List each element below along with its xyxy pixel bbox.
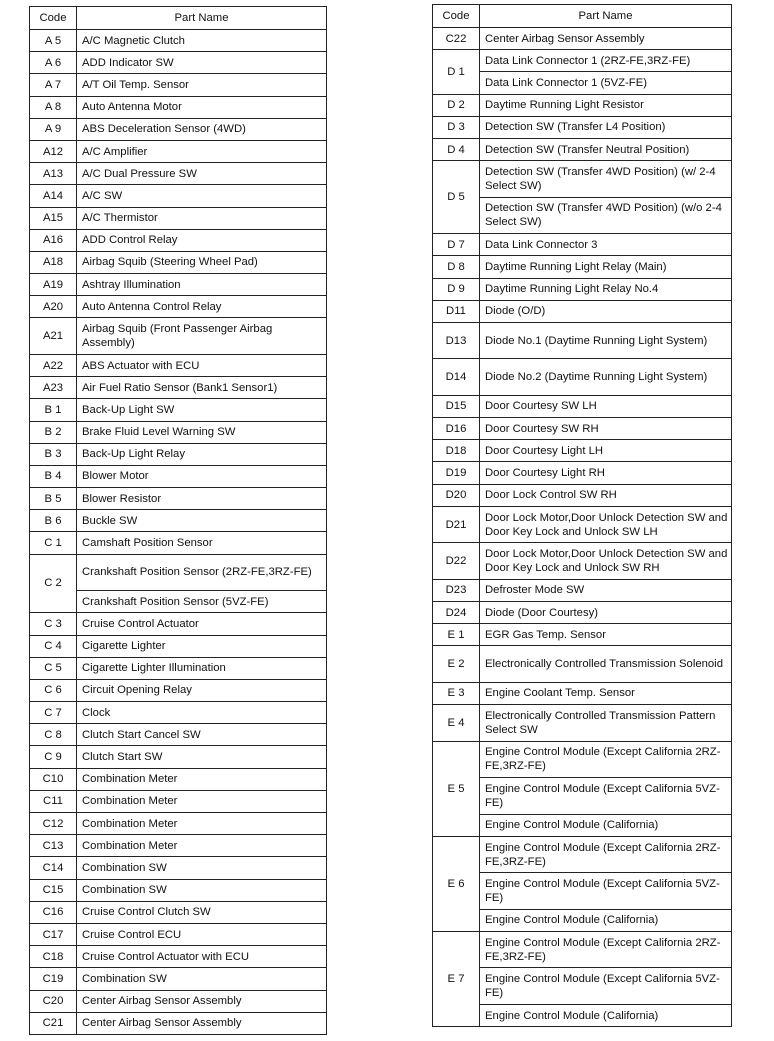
part-name-cell: Cruise Control Clutch SW (77, 901, 327, 923)
part-name-cell: Data Link Connector 1 (2RZ-FE,3RZ-FE) (480, 50, 732, 72)
code-cell: D 2 (433, 94, 480, 116)
part-name-cell: Data Link Connector 3 (480, 234, 732, 256)
code-cell: C21 (30, 1012, 77, 1034)
part-name-cell: Blower Resistor (77, 488, 327, 510)
table-row (433, 418, 732, 440)
table-row (433, 256, 732, 278)
code-column-header: Code (30, 7, 77, 30)
part-name-cell: Combination SW (77, 968, 327, 990)
code-cell: E 2 (433, 646, 480, 683)
table-row (30, 702, 327, 724)
table-row (30, 813, 327, 835)
code-cell: A 5 (30, 30, 77, 52)
table-row (30, 613, 327, 635)
part-name-cell: Combination Meter (77, 790, 327, 812)
part-name-cell: Clutch Start Cancel SW (77, 724, 327, 746)
table-row (433, 234, 732, 256)
table-row (30, 30, 327, 52)
parts-table-right (432, 4, 732, 1027)
table-row (30, 768, 327, 790)
part-name-cell: Cigarette Lighter (77, 635, 327, 657)
part-name-cell: Combination Meter (77, 835, 327, 857)
code-cell: C 5 (30, 657, 77, 679)
table-row (30, 901, 327, 923)
code-cell: D24 (433, 602, 480, 624)
table-row (30, 657, 327, 679)
part-name-cell: A/C SW (77, 185, 327, 207)
code-cell: B 4 (30, 465, 77, 487)
table-row (30, 399, 327, 421)
code-cell: A 6 (30, 52, 77, 74)
part-name-cell: Defroster Mode SW (480, 579, 732, 601)
table-row (30, 207, 327, 229)
part-name-cell: Daytime Running Light Relay No.4 (480, 278, 732, 300)
code-column-header: Code (433, 5, 480, 28)
table-row (30, 274, 327, 296)
code-cell: C10 (30, 768, 77, 790)
part-name-cell: Combination Meter (77, 813, 327, 835)
code-cell: A16 (30, 229, 77, 251)
part-name-cell: Door Lock Motor,Door Unlock Detection SW and Door Key Lock and Unlock SW LH (480, 506, 732, 543)
parts-table-left (29, 6, 327, 1035)
code-cell: A12 (30, 140, 77, 162)
table-row (30, 354, 327, 376)
part-name-cell: Door Lock Control SW RH (480, 484, 732, 506)
part-name-cell: Detection SW (Transfer 4WD Position) (w/ 2-4 Select SW) (480, 161, 732, 198)
table-row (433, 646, 732, 683)
part-name-cell: Diode (O/D) (480, 300, 732, 322)
part-name-cell: Door Lock Motor,Door Unlock Detection SW and Door Key Lock and Unlock SW RH (480, 543, 732, 580)
code-cell: E 7 (433, 931, 480, 1026)
code-cell: C 9 (30, 746, 77, 768)
code-cell: C12 (30, 813, 77, 835)
part-name-cell: Brake Fluid Level Warning SW (77, 421, 327, 443)
code-cell: A 9 (30, 118, 77, 140)
part-name-cell: A/C Dual Pressure SW (77, 163, 327, 185)
table-row (433, 682, 732, 704)
code-cell: E 6 (433, 836, 480, 931)
part-name-cell: Cruise Control Actuator with ECU (77, 946, 327, 968)
code-cell: A20 (30, 296, 77, 318)
code-cell: A15 (30, 207, 77, 229)
table-row (433, 322, 732, 359)
code-cell: D 3 (433, 116, 480, 138)
part-name-cell: Cigarette Lighter Illumination (77, 657, 327, 679)
part-name-cell: Auto Antenna Control Relay (77, 296, 327, 318)
part-name-cell: Blower Motor (77, 465, 327, 487)
part-name-column-header: Part Name (77, 7, 327, 30)
code-cell: C19 (30, 968, 77, 990)
part-name-cell: Detection SW (Transfer Neutral Position) (480, 138, 732, 160)
table-row (30, 52, 327, 74)
part-name-cell: ADD Control Relay (77, 229, 327, 251)
part-name-cell: Door Courtesy SW LH (480, 395, 732, 417)
code-cell: D19 (433, 462, 480, 484)
table-row (30, 229, 327, 251)
code-cell: D22 (433, 543, 480, 580)
table-row (433, 931, 732, 968)
part-name-cell: Back-Up Light Relay (77, 443, 327, 465)
part-name-cell: A/C Thermistor (77, 207, 327, 229)
table-row (30, 746, 327, 768)
table-row (30, 635, 327, 657)
code-cell: C22 (433, 28, 480, 50)
part-name-cell: Combination Meter (77, 768, 327, 790)
table-row (433, 440, 732, 462)
table-row (30, 835, 327, 857)
part-name-cell: Buckle SW (77, 510, 327, 532)
code-cell: C 7 (30, 702, 77, 724)
code-cell: D21 (433, 506, 480, 543)
table-row (30, 724, 327, 746)
table-row (433, 705, 732, 742)
table-row (30, 879, 327, 901)
code-cell: D20 (433, 484, 480, 506)
table-row (30, 946, 327, 968)
part-name-cell: A/C Magnetic Clutch (77, 30, 327, 52)
code-cell: D14 (433, 359, 480, 396)
table-row (30, 96, 327, 118)
table-row (30, 510, 327, 532)
table-header-row (433, 5, 732, 28)
code-cell: E 3 (433, 682, 480, 704)
table-row (433, 278, 732, 300)
part-name-cell: Detection SW (Transfer L4 Position) (480, 116, 732, 138)
code-cell: D 9 (433, 278, 480, 300)
code-cell: A19 (30, 274, 77, 296)
code-cell: A14 (30, 185, 77, 207)
part-name-cell: Daytime Running Light Resistor (480, 94, 732, 116)
table-body (30, 30, 327, 1035)
code-cell: D 5 (433, 161, 480, 234)
table-row (433, 624, 732, 646)
part-name-cell: Airbag Squib (Steering Wheel Pad) (77, 251, 327, 273)
part-name-cell: Diode No.1 (Daytime Running Light System) (480, 322, 732, 359)
part-name-cell: EGR Gas Temp. Sensor (480, 624, 732, 646)
table-row (433, 543, 732, 580)
table-header-row (30, 7, 327, 30)
code-cell: A18 (30, 251, 77, 273)
code-cell: C 8 (30, 724, 77, 746)
table-row (30, 790, 327, 812)
part-name-cell: Engine Control Module (Except California 2RZ-FE,3RZ-FE) (480, 931, 732, 968)
code-cell: B 6 (30, 510, 77, 532)
part-name-cell: Center Airbag Sensor Assembly (77, 990, 327, 1012)
part-name-cell: Combination SW (77, 879, 327, 901)
code-cell: A23 (30, 377, 77, 399)
table-row (30, 488, 327, 510)
table-row (30, 251, 327, 273)
code-cell: D 8 (433, 256, 480, 278)
part-name-cell: Engine Control Module (California) (480, 814, 732, 836)
part-name-cell: Cruise Control ECU (77, 923, 327, 945)
code-cell: C 2 (30, 554, 77, 613)
table-row (30, 318, 327, 355)
code-cell: D23 (433, 579, 480, 601)
table-row (30, 1012, 327, 1034)
table-row (433, 741, 732, 778)
table-row (433, 395, 732, 417)
table-row (433, 28, 732, 50)
code-cell: C13 (30, 835, 77, 857)
part-name-cell: Engine Control Module (Except California 5VZ-FE) (480, 873, 732, 910)
code-cell: B 3 (30, 443, 77, 465)
table-row (433, 602, 732, 624)
code-cell: C11 (30, 790, 77, 812)
part-name-cell: Door Courtesy SW RH (480, 418, 732, 440)
part-name-cell: Camshaft Position Sensor (77, 532, 327, 554)
table-row (30, 140, 327, 162)
code-cell: C14 (30, 857, 77, 879)
table-row (30, 377, 327, 399)
code-cell: C18 (30, 946, 77, 968)
table-row (433, 138, 732, 160)
code-cell: A13 (30, 163, 77, 185)
part-name-cell: Clock (77, 702, 327, 724)
part-name-cell: Engine Control Module (California) (480, 1004, 732, 1026)
code-cell: D15 (433, 395, 480, 417)
code-cell: A 8 (30, 96, 77, 118)
part-name-cell: Ashtray Illumination (77, 274, 327, 296)
part-name-cell: A/T Oil Temp. Sensor (77, 74, 327, 96)
part-name-cell: Center Airbag Sensor Assembly (480, 28, 732, 50)
table-row (30, 118, 327, 140)
code-cell: D18 (433, 440, 480, 462)
table-row (433, 300, 732, 322)
part-name-cell: Engine Control Module (Except California 2RZ-FE,3RZ-FE) (480, 836, 732, 873)
code-cell: A21 (30, 318, 77, 355)
table-row (433, 94, 732, 116)
table-row (433, 116, 732, 138)
table-row (30, 421, 327, 443)
part-name-cell: Cruise Control Actuator (77, 613, 327, 635)
code-cell: C16 (30, 901, 77, 923)
part-name-cell: ABS Deceleration Sensor (4WD) (77, 118, 327, 140)
part-name-cell: Door Courtesy Light RH (480, 462, 732, 484)
code-cell: D 7 (433, 234, 480, 256)
table-row (433, 484, 732, 506)
table-row (30, 990, 327, 1012)
code-cell: C 6 (30, 679, 77, 701)
table-body (433, 28, 732, 1027)
part-name-cell: Back-Up Light SW (77, 399, 327, 421)
part-name-cell: Detection SW (Transfer 4WD Position) (w/o 2-4 Select SW) (480, 197, 732, 234)
code-cell: C20 (30, 990, 77, 1012)
table-row (30, 923, 327, 945)
code-cell: D16 (433, 418, 480, 440)
part-name-cell: Clutch Start SW (77, 746, 327, 768)
part-name-cell: Engine Coolant Temp. Sensor (480, 682, 732, 704)
part-name-cell: Diode No.2 (Daytime Running Light System) (480, 359, 732, 396)
code-cell: C 3 (30, 613, 77, 635)
code-cell: D 1 (433, 50, 480, 94)
code-cell: B 2 (30, 421, 77, 443)
code-cell: A 7 (30, 74, 77, 96)
part-name-cell: Diode (Door Courtesy) (480, 602, 732, 624)
part-name-cell: Airbag Squib (Front Passenger Airbag Assembly) (77, 318, 327, 355)
code-cell: D 4 (433, 138, 480, 160)
part-name-cell: Combination SW (77, 857, 327, 879)
table-row (433, 161, 732, 198)
table-row (30, 532, 327, 554)
table-row (30, 554, 327, 591)
code-cell: D13 (433, 322, 480, 359)
part-name-cell: Daytime Running Light Relay (Main) (480, 256, 732, 278)
table-row (30, 857, 327, 879)
table-row (433, 836, 732, 873)
code-cell: E 5 (433, 741, 480, 836)
table-row (30, 679, 327, 701)
part-name-cell: Engine Control Module (California) (480, 909, 732, 931)
part-name-cell: Center Airbag Sensor Assembly (77, 1012, 327, 1034)
table-row (30, 443, 327, 465)
table-row (433, 579, 732, 601)
table-row (433, 462, 732, 484)
code-cell: B 5 (30, 488, 77, 510)
part-name-column-header: Part Name (480, 5, 732, 28)
part-name-cell: A/C Amplifier (77, 140, 327, 162)
table-row (30, 163, 327, 185)
part-name-cell: Engine Control Module (Except California 2RZ-FE,3RZ-FE) (480, 741, 732, 778)
table-row (433, 50, 732, 72)
code-cell: C 1 (30, 532, 77, 554)
part-name-cell: Electronically Controlled Transmission Pattern Select SW (480, 705, 732, 742)
code-cell: A22 (30, 354, 77, 376)
table-row (30, 968, 327, 990)
code-cell: C15 (30, 879, 77, 901)
table-row (433, 506, 732, 543)
part-name-cell: Door Courtesy Light LH (480, 440, 732, 462)
part-name-cell: ADD Indicator SW (77, 52, 327, 74)
table-row (30, 74, 327, 96)
table-row (433, 359, 732, 396)
part-name-cell: Data Link Connector 1 (5VZ-FE) (480, 72, 732, 94)
code-cell: D11 (433, 300, 480, 322)
code-cell: C17 (30, 923, 77, 945)
part-name-cell: Electronically Controlled Transmission Solenoid (480, 646, 732, 683)
part-name-cell: Air Fuel Ratio Sensor (Bank1 Sensor1) (77, 377, 327, 399)
code-cell: C 4 (30, 635, 77, 657)
code-cell: B 1 (30, 399, 77, 421)
table-row (30, 296, 327, 318)
part-name-cell: Circuit Opening Relay (77, 679, 327, 701)
code-cell: E 1 (433, 624, 480, 646)
part-name-cell: Crankshaft Position Sensor (2RZ-FE,3RZ-FE) (77, 554, 327, 591)
part-name-cell: Auto Antenna Motor (77, 96, 327, 118)
table-row (30, 185, 327, 207)
part-name-cell: Engine Control Module (Except California 5VZ-FE) (480, 778, 732, 815)
code-cell: E 4 (433, 705, 480, 742)
part-name-cell: ABS Actuator with ECU (77, 354, 327, 376)
part-name-cell: Crankshaft Position Sensor (5VZ-FE) (77, 591, 327, 613)
table-row (30, 465, 327, 487)
part-name-cell: Engine Control Module (Except California 5VZ-FE) (480, 968, 732, 1005)
